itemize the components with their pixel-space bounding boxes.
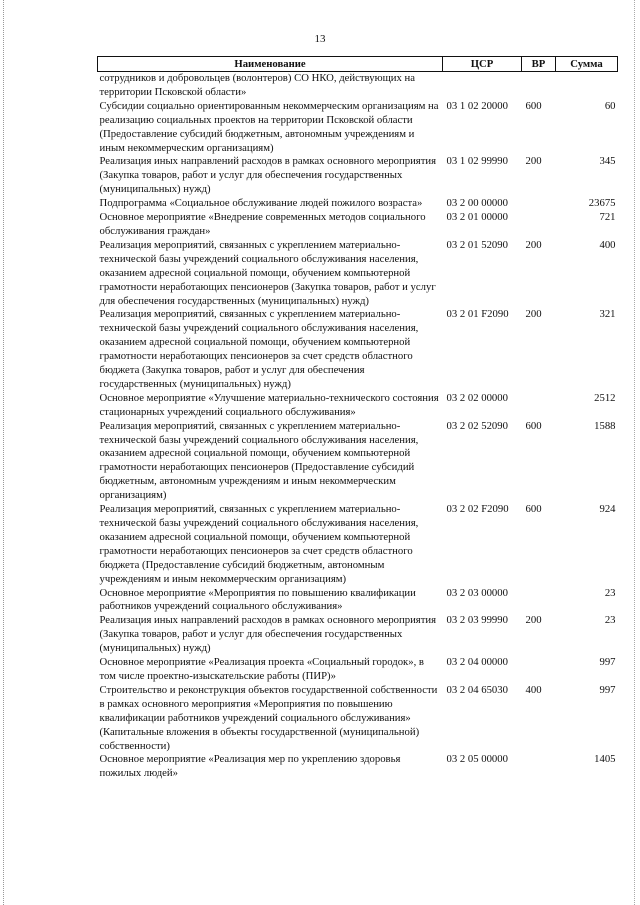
table-row <box>98 155 618 197</box>
header-csr: ЦСР <box>443 57 522 72</box>
table-row <box>98 656 618 684</box>
row-vr <box>522 392 556 420</box>
row-vr <box>522 753 556 781</box>
header-name: Наименование <box>98 57 443 72</box>
row-sum: 2512 <box>594 391 616 404</box>
scan-edge-left <box>3 0 5 905</box>
row-vr <box>522 656 556 684</box>
row-sum: 997 <box>599 683 616 696</box>
row-vr: 600 <box>525 419 542 432</box>
row-csr: 03 2 02 52090 <box>446 419 508 432</box>
row-name: Реализация мероприятий, связанных с укреплением материально-технической базы учреждений социального обслуживания населения, оказанием адресной социальной помощи, обучением компьютерной грамотности неработающих пенсионеров за счет средств областного бюджета (Предоставление субсидий бюджетным, автономным учреждениям и иным некоммерческим организациям) <box>99 503 419 585</box>
row-sum: 997 <box>599 656 616 669</box>
row-sum: 1405 <box>594 753 616 766</box>
table-row <box>98 392 618 420</box>
row-vr: 600 <box>525 99 542 112</box>
row-vr: 400 <box>525 683 542 696</box>
row-sum: 23675 <box>588 197 616 210</box>
row-name: Реализация иных направлений расходов в рамках основного мероприятия (Закупка товаров, работ и услуг для обеспечения государственных (муниципальных) нужд) <box>99 614 437 655</box>
row-csr: 03 2 03 00000 <box>446 586 508 599</box>
row-sum: 1588 <box>594 419 616 432</box>
table-body <box>98 72 618 782</box>
row-csr: 03 2 04 65030 <box>446 683 508 696</box>
row-csr <box>443 72 522 100</box>
row-vr <box>522 587 556 615</box>
row-name: Основное мероприятие «Мероприятия по повышению квалификации работников учреждений социального обслуживания» <box>99 586 416 613</box>
row-name: Реализация мероприятий, связанных с укреплением материально-технической базы учреждений социального обслуживания населения, оказанием адресной социальной помощи, обучением компьютерной грамотности неработающих пенсионеров (Предоставление субсидий бюджетным, автономным учреждениям и иным некоммерческим организациям) <box>99 419 419 502</box>
row-sum: 321 <box>599 308 616 321</box>
row-name: Основное мероприятие «Реализация проекта «Социальный городок», в том числе проектно-изыскательские работы (ПИР)» <box>99 656 424 682</box>
row-csr: 03 2 02 00000 <box>446 391 508 404</box>
row-csr: 03 2 00 00000 <box>446 197 508 210</box>
table-row <box>98 614 618 656</box>
row-vr: 200 <box>525 238 542 251</box>
row-csr: 03 2 01 00000 <box>446 211 508 224</box>
row-vr: 200 <box>525 614 542 627</box>
row-sum: 721 <box>599 211 616 224</box>
row-csr: 03 2 04 00000 <box>446 656 508 669</box>
table-row <box>98 503 618 586</box>
table-row <box>98 72 618 100</box>
row-vr: 600 <box>525 503 542 516</box>
table-row <box>98 753 618 781</box>
budget-table <box>97 56 618 781</box>
row-csr: 03 2 05 00000 <box>446 753 508 766</box>
table-row <box>98 308 618 391</box>
row-name: Основное мероприятие «Улучшение материально-технического состояния стационарных учреждений социального обслуживания» <box>99 391 439 418</box>
row-vr: 200 <box>525 155 542 168</box>
row-name: Реализация иных направлений расходов в рамках основного мероприятия (Закупка товаров, работ и услуг для обеспечения государственных (муниципальных) нужд) <box>99 155 437 196</box>
table-row <box>98 587 618 615</box>
row-name: Субсидии социально ориентированным некоммерческим организациям на реализацию социальных проектов на территории Псковской области (Предоставление субсидий бюджетным, автономным учреждениям и иным некоммерческим организациям) <box>99 99 439 154</box>
table-header <box>98 57 618 72</box>
page-number: 13 <box>314 33 326 45</box>
row-csr: 03 2 02 F2090 <box>446 503 509 516</box>
header-row <box>98 57 618 72</box>
row-name: Реализация мероприятий, связанных с укреплением материально-технической базы учреждений социального обслуживания населения, оказанием адресной социальной помощи, обучением компьютерной грамотности неработающих пенсионеров (Закупка товаров, работ и услуг для обеспечения государственных (муниципальных) нужд) <box>99 238 436 307</box>
row-vr <box>522 197 556 211</box>
row-csr: 03 2 01 52090 <box>446 238 508 251</box>
row-sum: 924 <box>599 503 616 516</box>
row-sum: 400 <box>599 238 616 251</box>
row-name: сотрудников и добровольцев (волонтеров) СО НКО, действующих на территории Псковской области» <box>99 72 415 98</box>
row-name: Основное мероприятие «Реализация мер по укреплению здоровья пожилых людей» <box>99 753 401 780</box>
table-row <box>98 100 618 156</box>
row-sum <box>556 72 618 100</box>
row-sum: 345 <box>599 155 616 168</box>
row-csr: 03 2 01 F2090 <box>446 308 509 321</box>
row-csr: 03 1 02 99990 <box>446 155 508 168</box>
table-row <box>98 239 618 309</box>
table-row <box>98 684 618 754</box>
row-sum: 23 <box>604 614 616 627</box>
table-row <box>98 420 618 503</box>
row-vr: 200 <box>525 308 542 321</box>
row-csr: 03 1 02 20000 <box>446 99 508 112</box>
row-vr <box>522 72 556 100</box>
header-vr: ВР <box>522 57 556 72</box>
header-sum: Сумма <box>556 57 618 72</box>
row-name: Строительство и реконструкция объектов государственной собственности в рамках основного мероприятия «Мероприятия по повышению квалификации работников учреждений социального обслуживания» (Капитальные вложения в объекты государственной (муниципальной) собственности) <box>99 683 438 752</box>
row-sum: 23 <box>604 586 616 599</box>
row-sum: 60 <box>604 99 616 112</box>
row-name: Подпрограмма «Социальное обслуживание людей пожилого возраста» <box>99 197 423 210</box>
table-row <box>98 211 618 239</box>
row-name: Реализация мероприятий, связанных с укреплением материально-технической базы учреждений социального обслуживания населения, оказанием адресной социальной помощи, обучением компьютерной грамотности неработающих пенсионеров за счет средств областного бюджета (Закупка товаров, работ и услуг для обеспечения государственных (муниципальных) нужд) <box>99 308 419 390</box>
row-name: Основное мероприятие «Внедрение современных методов социального обслуживания граждан» <box>99 211 426 237</box>
row-vr <box>522 211 556 239</box>
table-row <box>98 197 618 211</box>
scan-edge-right <box>634 0 636 905</box>
row-csr: 03 2 03 99990 <box>446 614 508 627</box>
